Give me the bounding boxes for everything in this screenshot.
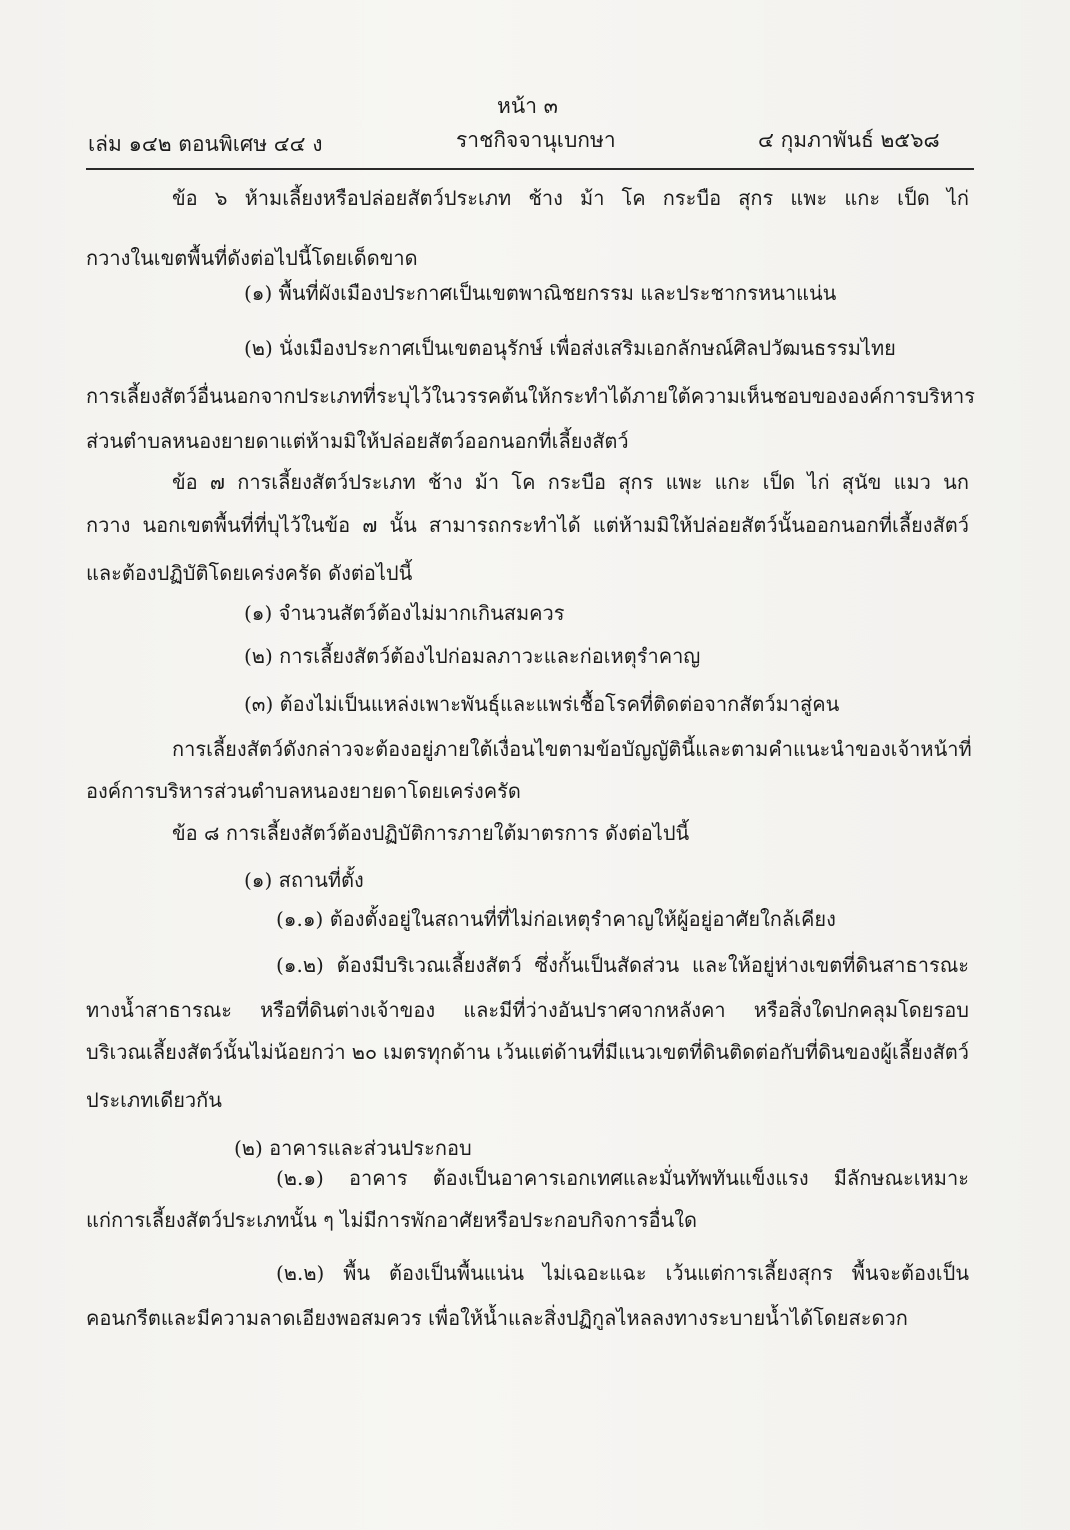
body-line: (๒.๑) อาคาร ต้องเป็นอาคารเอกเทศและมั่นทัพทันแข็งแรง มีลักษณะเหมาะ <box>276 1166 969 1190</box>
body-line: (๑.๒) ต้องมีบริเวณเลี้ยงสัตว์ ซึ่งกั้นเป็นสัดส่วน และให้อยู่ห่างเขตที่ดินสาธารณะ <box>276 953 969 977</box>
body-line: (๑) สถานที่ตั้ง <box>244 868 364 892</box>
body-line: (๑) พื้นที่ผังเมืองประกาศเป็นเขตพาณิชยกรรม และประชากรหนาแน่น <box>244 281 837 305</box>
body-line: บริเวณเลี้ยงสัตว์นั้นไม่น้อยกว่า ๒๐ เมตรทุกด้าน เว้นแต่ด้านที่มีแนวเขตที่ดินติดต่อกับที่ดินของผู้เลี้ยงสัตว์ <box>86 1040 969 1064</box>
body-line: องค์การบริหารส่วนตำบลหนองยายดาโดยเคร่งครัด <box>86 779 521 803</box>
body-line: ข้อ ๘ การเลี้ยงสัตว์ต้องปฏิบัติการภายใต้มาตรการ ดังต่อไปนี้ <box>172 821 690 845</box>
body-line: กวางในเขตพื้นที่ดังต่อไปนี้โดยเด็ดขาด <box>86 246 418 270</box>
body-line: และต้องปฏิบัติโดยเคร่งครัด ดังต่อไปนี้ <box>86 561 413 585</box>
publication-title: ราชกิจจานุเบกษา <box>456 128 616 152</box>
volume-info: เล่ม ๑๔๒ ตอนพิเศษ ๔๔ ง <box>88 132 323 156</box>
body-line: แก่การเลี้ยงสัตว์ประเภทนั้น ๆ ไม่มีการพักอาศัยหรือประกอบกิจการอื่นใด <box>86 1208 698 1232</box>
body-line: ส่วนตำบลหนองยายดาแต่ห้ามมิให้ปล่อยสัตว์ออกนอกที่เลี้ยงสัตว์ <box>86 429 629 453</box>
body-line: ทางน้ำสาธารณะ หรือที่ดินต่างเจ้าของ และมีที่ว่างอันปราศจากหลังคา หรือสิ่งใดปกคลุมโดยรอบ <box>86 998 969 1022</box>
body-line: การเลี้ยงสัตว์ดังกล่าว จะต้องอยู่ภายใต้เงื่อนไขตามข้อบัญญัตินี้ และตามคำแนะนำของเจ้าหน้าที่ <box>172 737 972 761</box>
header-rule <box>86 168 974 170</box>
body-line: (๒) อาคารและส่วนประกอบ <box>234 1136 472 1160</box>
body-line: กวาง นอกเขตพื้นที่ที่บุไว้ในข้อ ๗ นั้น สามารถกระทำได้ แต่ห้ามมิให้ปล่อยสัตว์นั้นออกนอกที่เลี้ยงสัตว์ <box>86 513 969 537</box>
publication-date: ๔ กุมภาพันธ์ ๒๕๖๘ <box>758 128 940 152</box>
body-line: (๑) จำนวนสัตว์ต้องไม่มากเกินสมควร <box>244 601 565 625</box>
body-line: (๓) ต้องไม่เป็นแหล่งเพาะพันธุ์และแพร่เชื้อโรคที่ติดต่อจากสัตว์มาสู่คน <box>244 692 840 716</box>
page-number: หน้า ๓ <box>497 94 559 118</box>
body-line: (๑.๑) ต้องตั้งอยู่ในสถานที่ที่ไม่ก่อเหตุรำคาญให้ผู้อยู่อาศัยใกล้เคียง <box>276 907 836 931</box>
body-line: (๒) นั่งเมืองประกาศเป็นเขตอนุรักษ์ เพื่อส่งเสริมเอกลักษณ์ศิลปวัฒนธรรมไทย <box>244 336 896 360</box>
body-line: คอนกรีตและมีความลาดเอียงพอสมควร เพื่อให้น้ำและสิ่งปฏิกูลไหลลงทางระบายน้ำได้โดยสะดวก <box>86 1306 908 1330</box>
body-line: การเลี้ยงสัตว์อื่นนอกจากประเภทที่ระบุไว้ในวรรคต้น ให้กระทำได้ภายใต้ความเห็นชอบขององค์การบริหาร <box>86 384 976 408</box>
body-line: (๒) การเลี้ยงสัตว์ต้องไปก่อมลภาวะและก่อเหตุรำคาญ <box>244 644 701 668</box>
body-line: ประเภทเดียวกัน <box>86 1088 222 1112</box>
body-line: (๒.๒) พื้น ต้องเป็นพื้นแน่น ไม่เฉอะแฉะ เว้นแต่การเลี้ยงสุกร พื้นจะต้องเป็น <box>276 1261 969 1285</box>
body-line: ข้อ ๗ การเลี้ยงสัตว์ประเภท ช้าง ม้า โค กระบือ สุกร แพะ แกะ เป็ด ไก่ สุนัข แมว นก <box>172 470 969 494</box>
body-line: ข้อ ๖ ห้ามเลี้ยงหรือปล่อยสัตว์ประเภท ช้าง ม้า โค กระบือ สุกร แพะ แกะ เป็ด ไก่ <box>172 186 969 210</box>
